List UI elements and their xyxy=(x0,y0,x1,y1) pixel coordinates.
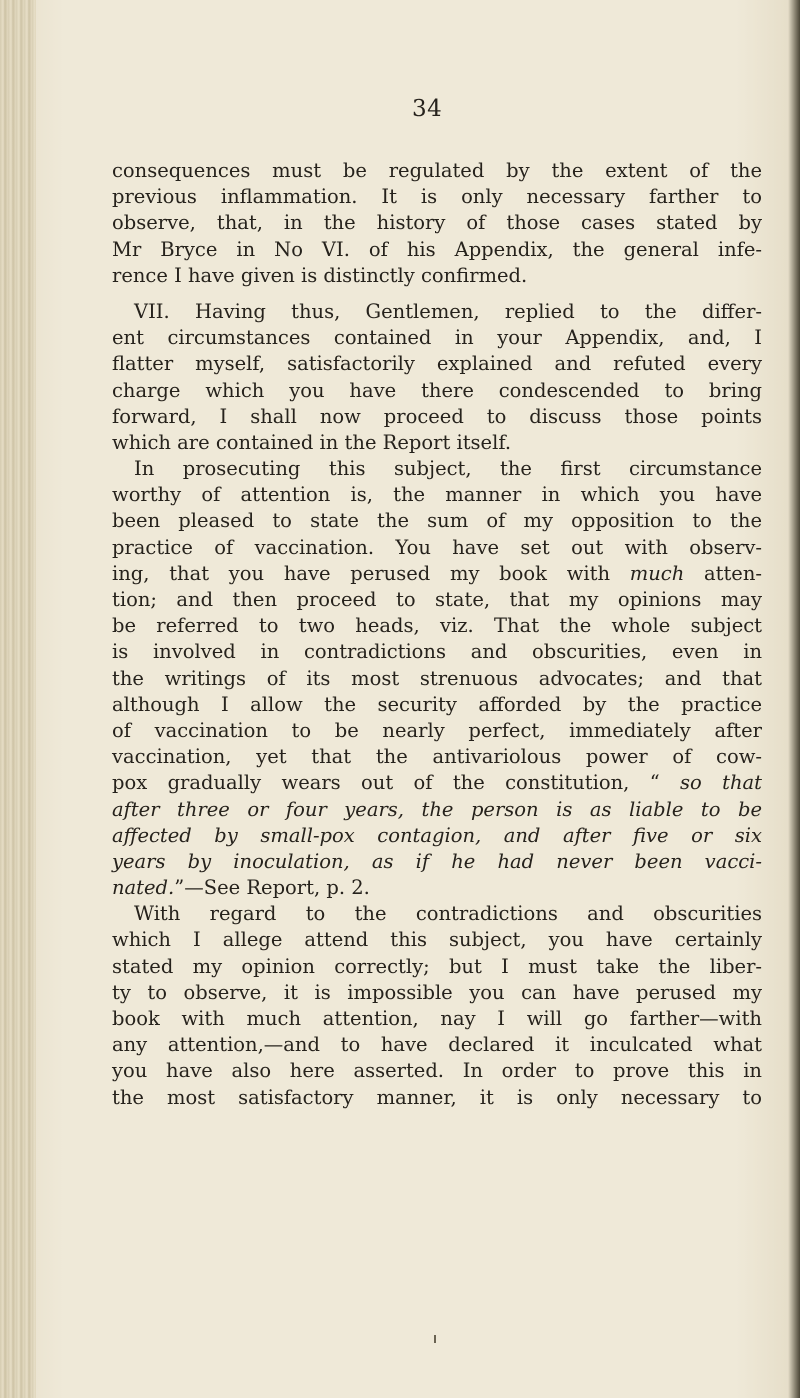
text-line: which are contained in the Report itself. xyxy=(112,430,512,454)
text-line: ty to observe, it is impossible you can have perused my xyxy=(112,980,762,1004)
text-line: In prosecuting this subject, the first circumstance xyxy=(134,457,762,481)
text-line: although I allow the security afforded by the practice xyxy=(112,692,762,716)
text-line: be referred to two heads, viz. That the whole subject xyxy=(112,614,762,638)
text-run: atten- xyxy=(684,561,762,585)
text-line: is involved in contradictions and obscurities, even in xyxy=(112,640,762,664)
text-run: pox gradually wears out of the constitution, “ xyxy=(112,771,681,795)
text-line: which I allege attend this subject, you have certainly xyxy=(112,928,762,952)
text-line: consequences must be regulated by the extent of the xyxy=(112,159,762,182)
text-line: VII. Having thus, Gentlemen, replied to the differ- xyxy=(134,299,762,323)
text-line: ent circumstances contained in your Appendix, and, I xyxy=(112,326,762,350)
book-binding-edge xyxy=(0,0,36,1398)
text-line: stated my opinion correctly; but I must take the liber- xyxy=(112,954,762,978)
text-line: rence I have given is distinctly confirmed. xyxy=(112,263,528,287)
text-line: the writings of its most strenuous advocates; and that xyxy=(112,666,762,690)
text-line: observe, that, in the history of those cases stated by xyxy=(112,211,762,235)
paragraph-2 xyxy=(112,299,762,456)
text-line xyxy=(112,561,762,587)
italic-quotation-line: years by inoculation, as if he had never been vacci- xyxy=(112,849,762,873)
text-line: forward, I shall now proceed to discuss those points xyxy=(112,404,762,428)
text-line xyxy=(112,770,762,796)
text-line: charge which you have there condescended to bring xyxy=(112,378,762,402)
text-line: With regard to the contradictions and obscurities xyxy=(134,902,762,926)
text-line: vaccination, yet that the antivariolous power of cow- xyxy=(112,745,762,769)
body-text xyxy=(112,158,762,1111)
text-line: any attention,—and to have declared it inculcated what xyxy=(112,1033,762,1057)
italic-quotation: so that xyxy=(680,771,762,795)
text-line: of vaccination to be nearly perfect, immediately after xyxy=(112,718,762,742)
text-line: previous inflammation. It is only necessary farther to xyxy=(112,185,762,209)
paragraph-1 xyxy=(112,158,762,289)
text-run: ing, that you have perused my book with xyxy=(112,561,630,585)
text-line xyxy=(112,875,762,901)
text-line: worthy of attention is, the manner in which you have xyxy=(112,483,762,507)
text-line: you have also here asserted. In order to prove this in xyxy=(112,1059,762,1083)
text-line: flatter myself, satisfactorily explained and refuted every xyxy=(112,352,762,376)
page-number: 34 xyxy=(412,96,443,122)
italic-quotation-line: affected by small-pox contagion, and after five or six xyxy=(112,823,762,847)
italic-quotation-line: after three or four years, the person is as liable to be xyxy=(112,797,762,821)
text-line: practice of vaccination. You have set out with observ- xyxy=(112,535,762,559)
paragraph-4 xyxy=(112,901,762,1111)
paragraph-3 xyxy=(112,456,762,901)
report-reference: ”—See Report, p. 2. xyxy=(174,876,370,900)
text-line: been pleased to state the sum of my opposition to the xyxy=(112,509,762,533)
italic-emphasis: much xyxy=(629,561,685,585)
text-line: book with much attention, nay I will go farther—with xyxy=(112,1007,762,1030)
printer-mark xyxy=(434,1335,436,1343)
text-line: the most satisfactory manner, it is only necessary to xyxy=(112,1085,762,1109)
text-line: tion; and then proceed to state, that my opinions may xyxy=(112,588,762,611)
text-line: Mr Bryce in No VI. of his Appendix, the general infe- xyxy=(112,237,762,261)
page-right-edge xyxy=(788,0,800,1398)
italic-quotation: nated. xyxy=(112,876,175,900)
